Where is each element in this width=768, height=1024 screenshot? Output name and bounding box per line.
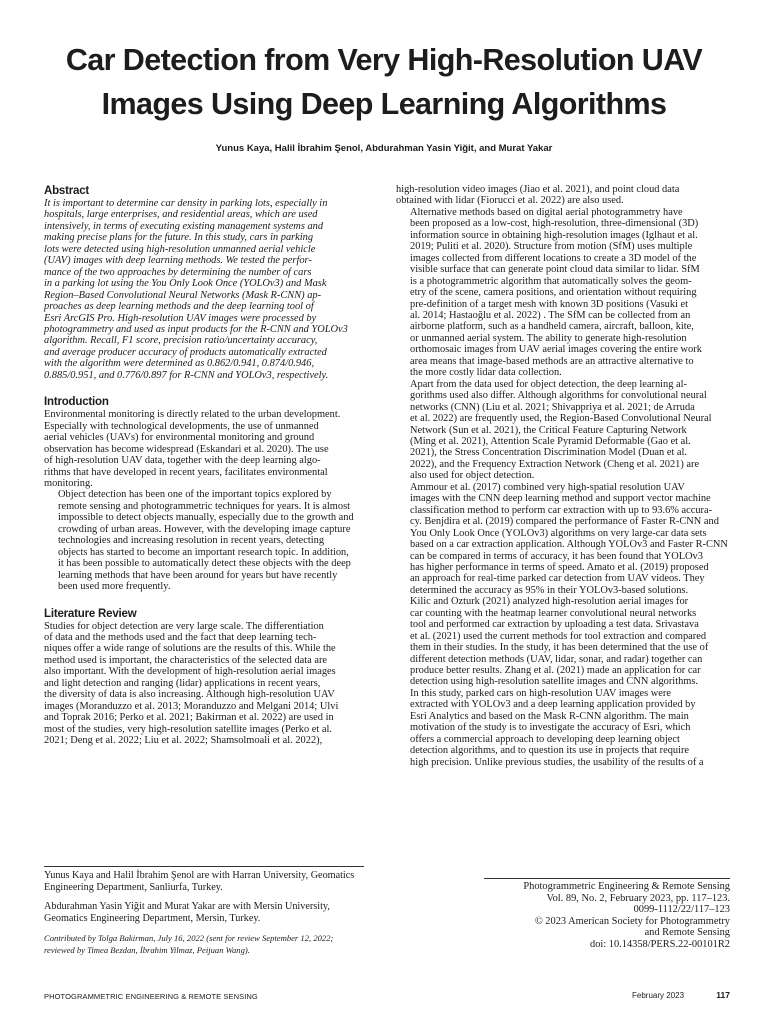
text-line: 2021), the Stress Concentration Discrimination Model (Duan et al. (410, 447, 688, 459)
text-line: gorithms used also differ. Although algorithms for convolutional neural (410, 390, 707, 402)
text-line: 2019; Puliti et al. 2020). Structure from motion (SfM) uses multiple (410, 241, 693, 253)
text-line: hospitals, large enterprises, and residential areas, which are used (44, 209, 318, 221)
abstract-section (44, 184, 364, 381)
abstract-text (44, 198, 364, 381)
literature-review-paragraph-1 (44, 621, 364, 747)
page-number: 117 (716, 990, 730, 1000)
text-line: high precision. Unlike previous studies, the usability of the results of a (410, 756, 704, 768)
text-line: orthomosaic images from UAV aerial images covering the entire work (410, 344, 702, 356)
text-line: classification method to perform car extraction with up to 93.6% accura- (410, 504, 713, 516)
text-line: also important. With the development of high-resolution aerial images (44, 666, 336, 678)
text-line: mance of the two approaches by determining the number of cars (44, 266, 312, 278)
text-line: Studies for object detection are very large scale. The differentiation (44, 620, 324, 632)
text-line: 0.885/0.951, and 0.776/0.897 for R-CNN and YOLOv3, respectively. (44, 369, 329, 381)
affiliation-2: Abdurahman Yasin Yiğit and Murat Yakar are with Mersin University, Geomatics Engineering Department, Mersin, Turkey. (44, 901, 330, 924)
text-line: been proposed as a low-cost, high-resolution, three-dimensional (3D) (410, 218, 699, 230)
text-line: extracted with YOLOv3 and a deep learning application provided by (410, 699, 696, 711)
text-line: been used more frequently. (58, 581, 171, 593)
text-line: detection using high-resolution satellite images and CNN algorithms. (410, 676, 699, 688)
text-line: intensively, in terms of executing existing management systems and (44, 220, 324, 232)
journal-volume: Vol. 89, No. 2, February 2023, pp. 117–123. (546, 892, 730, 904)
text-line: offers a commercial approach to developing deep learning object (410, 733, 680, 745)
right-column (396, 184, 732, 768)
text-line: has higher performance in terms of speed. Amato et al. (2019) proposed (410, 561, 709, 573)
text-line: remote sensing and photogrammetric techniques for years. It is almost (58, 500, 351, 512)
text-line: it has been possible to automatically detect these objects with the deep (58, 558, 351, 570)
text-line: motivation of the study is to investigate the accuracy of Esri, which (410, 722, 691, 734)
text-line: high-resolution video images (Jiao et al. 2021), and point cloud data (396, 184, 680, 195)
text-line: images (Moranduzzo et al. 2013; Moranduzzo and Melgani 2014; Ulvi (44, 700, 339, 712)
author-list: Yunus Kaya, Halil İbrahim Şenol, Abdurahman Yasin Yiğit, and Murat Yakar (215, 143, 553, 154)
text-line: Especially with technological developments, the use of unmanned (44, 420, 319, 432)
text-line: Network (Sun et al. 2021), the Critical Feature Capturing Network (410, 424, 687, 436)
text-line: and Toprak 2016; Perko et al. 2021; Bakirman et al. 2022) are used in (44, 712, 334, 724)
text-line: You Only Look Once (YOLOv3) algorithms on very large-car data sets (410, 527, 707, 539)
text-line: an approach for real-time parked car detection from UAV videos. They (410, 573, 705, 585)
text-line: cy. Benjdira et al. (2019) compared the performance of Faster R-CNN and (410, 516, 719, 528)
text-line: and average producer accuracy of products automatically extracted (44, 346, 327, 358)
right-paragraph-5 (396, 688, 732, 768)
text-line: (Ming et al. 2021), Attention Scale Pyramid Deformable (Gao et al. (410, 435, 691, 447)
text-line: networks (CNN) (Liu et al. 2021; Shivappriya et al. 2021; de Arruda (410, 401, 695, 413)
text-line: lots were detected using high-resolution unmanned aerial vehicle (44, 243, 316, 255)
text-line: method used is important, the characteristics of the selected data are (44, 654, 328, 666)
text-line: technologies and increasing resolution in recent years, detecting (58, 535, 325, 547)
running-footer-journal: PHOTOGRAMMETRIC ENGINEERING & REMOTE SENSING (44, 992, 258, 1001)
text-line: crowding of urban areas. However, with the developing image capture (58, 523, 351, 535)
text-line: It is important to determine car density in parking lots, especially in (44, 198, 328, 209)
text-line: etry of the scene, camera positions, and orientation without requiring (410, 287, 697, 299)
text-line: rithms that have developed in recent years, facilitates environmental (44, 466, 328, 478)
text-line: visible surface that can generate point cloud data similar to lidar. SfM (410, 264, 700, 276)
text-line: 2022), and the Frequency Extraction Network (Cheng et al. 2021) are (410, 458, 700, 470)
text-line: with the algorithm were determined as 0.862/0.941, 0.874/0.946, (44, 358, 315, 370)
journal-copyright-cont: and Remote Sensing (644, 927, 730, 939)
text-line: the more costly lidar data collection. (410, 367, 562, 379)
text-line: 2021; Deng et al. 2022; Liu et al. 2022; Shamsolmoali et al. 2022), (44, 735, 323, 747)
text-line: airborne platform, such as a handheld camera, aircraft, balloon, kite, (410, 321, 694, 333)
journal-copyright: © 2023 American Society for Photogrammetry (534, 915, 730, 927)
text-line: algorithm. Recall, F1 score, precision ratio/uncertainty accuracy, (44, 335, 318, 347)
text-line: Alternative methods based on digital aerial photogrammetry have (410, 206, 683, 218)
right-paragraph-2 (396, 379, 732, 482)
introduction-paragraph-2 (44, 489, 364, 592)
paper-title (30, 38, 738, 126)
text-line: of data and the methods used and the fact that deep learning tech- (44, 631, 317, 643)
running-footer-date: February 2023 (632, 991, 685, 1000)
text-line: photogrammetry and used as input products for the R-CNN and YOLOv3 (44, 323, 348, 335)
text-line: (UAV) images with deep learning methods. We tested the perfor- (44, 255, 312, 267)
text-line: detection algorithms, and to question its use in projects that require (410, 745, 690, 757)
text-line: Apart from the data used for object detection, the deep learning al- (410, 378, 687, 390)
right-paragraph-1 (396, 207, 732, 379)
text-line: et al. (2021) used the current methods for tool extraction and compared (410, 630, 707, 642)
text-line: Region–Based Convolutional Neural Networks (Mask R-CNN) ap- (44, 289, 322, 301)
journal-info-block (484, 878, 730, 951)
text-line: Environmental monitoring is directly related to the urban development. (44, 409, 341, 421)
introduction-paragraph-1 (44, 409, 364, 489)
text-line: can be compared in terms of accuracy, it has been found that YOLOv3 (410, 550, 703, 562)
text-line: images collected from different locations to create a 3D model of the (410, 252, 697, 264)
affiliation-1: Yunus Kaya and Halil İbrahim Şenol are with Harran University, Geomatics Engineering Department, Sanliurfa, Turkey. (44, 870, 355, 893)
text-line: Esri Analytics and based on the Mask R-CNN algorithm. The main (410, 710, 689, 722)
text-line: aerial vehicles (UAVs) for environmental monitoring and ground (44, 432, 315, 444)
text-line: pre-definition of a target mesh with known 3D positions (Vasuki et (410, 298, 688, 310)
text-line: Ammour et al. (2017) combined very high-spatial resolution UAV (410, 481, 685, 493)
text-line: observation has become widespread (Eskandari et al. 2020). The use (44, 443, 329, 455)
title-line-1: Car Detection from Very High-Resolution UAV (65, 43, 703, 77)
text-line: Kilic and Ozturk (2021) analyzed high-resolution aerial images for (410, 596, 689, 608)
text-line: objects has started to become an important research topic. In addition, (58, 546, 349, 558)
text-line: them in their studies. In the study, it has been determined that the use of (410, 642, 709, 654)
text-line: or unmanned aerial system. The ability to generate high-resolution (410, 332, 687, 344)
literature-review-section (44, 607, 364, 747)
text-line: most of the studies, very high-resolution satellite images (Perko et al. (44, 723, 332, 735)
text-line: Esri ArcGIS Pro. High-resolution UAV images were processed by (44, 312, 317, 324)
text-line: in a parking lot using the You Only Look Once (YOLOv3) and Mask (44, 278, 327, 290)
text-line: learning methods that have been around for years but have recently (58, 569, 338, 581)
text-line: making precise plans for the future. In this study, cars in parking (44, 232, 314, 244)
text-line: Object detection has been one of the important topics explored by (58, 489, 332, 501)
text-line: al. 2014; Hastaoğlu et al. 2022) . The SfM can be collected from an (410, 309, 691, 321)
text-line: produce better results. Zhang et al. (2021) made an application for car (410, 665, 701, 677)
text-line: also used for object detection. (410, 470, 535, 482)
journal-name: Photogrammetric Engineering & Remote Sensing (523, 881, 730, 892)
text-line: car counting with the heatmap learner convolutional neural networks (410, 607, 697, 619)
author-footnotes (44, 866, 364, 964)
text-line: monitoring. (44, 477, 93, 489)
text-line: of high-resolution UAV data, together with the deep learning algo- (44, 455, 321, 467)
introduction-heading: Introduction (44, 396, 109, 409)
review-note: Contributed by Tolga Bakirman, July 16, 2022 (sent for review September 12, 2022; reviewed by Timea Bezdan, İbrahim Yilmaz, Peijuan Wang). (44, 933, 334, 955)
text-line: images with the CNN deep learning method and support vector machine (410, 493, 711, 505)
text-line: proaches as deep learning methods and the deep learning tool of (44, 301, 314, 313)
literature-review-heading: Literature Review (44, 607, 137, 620)
journal-issn: 0099-1112/22/117–123 (633, 904, 730, 916)
title-line-2: Images Using Deep Learning Algorithms (101, 87, 667, 121)
text-line: et al. 2022) are frequently used, the Region-Based Convolutional Neural (410, 413, 712, 425)
right-paragraph-0 (396, 184, 732, 207)
left-column (44, 184, 364, 746)
right-paragraph-3 (396, 482, 732, 597)
text-line: tool and performed car extraction by uploading a test data. Srivastava (410, 619, 699, 631)
text-line: based on a car extraction application. Although YOLOv3 and Faster R-CNN (410, 539, 728, 551)
text-line: niques offer a wide range of solutions are the results of this. While the (44, 643, 336, 655)
text-line: impossible to detect objects manually, especially due to the growth and (58, 512, 354, 524)
introduction-section (44, 395, 364, 592)
text-line: and light detection and ranging (lidar) applications in recent years, (44, 677, 321, 689)
text-line: is a photogrammetric algorithm that automatically solves the geom- (410, 275, 692, 287)
abstract-heading: Abstract (44, 185, 90, 197)
text-line: obtained with lidar (Fiorucci et al. 2022) are also used. (396, 195, 624, 207)
text-line: In this study, parked cars on high-resolution UAV images were (410, 687, 671, 699)
text-line: different detection methods (UAV, lidar, sonar, and radar) together can (410, 653, 703, 665)
text-line: the diversity of data is also increasing. Although high-resolution UAV (44, 689, 335, 701)
right-paragraph-4 (396, 596, 732, 688)
text-line: determined the accuracy as 95% in their YOLOv3-based solutions. (410, 584, 689, 596)
journal-doi: doi: 10.14358/PERS.22-00101R2 (590, 938, 730, 950)
text-line: information source in obtaining high-resolution images (Iglhaut et al. (410, 229, 698, 241)
text-line: area means that image-based methods are an attractive alternative to (410, 355, 694, 367)
